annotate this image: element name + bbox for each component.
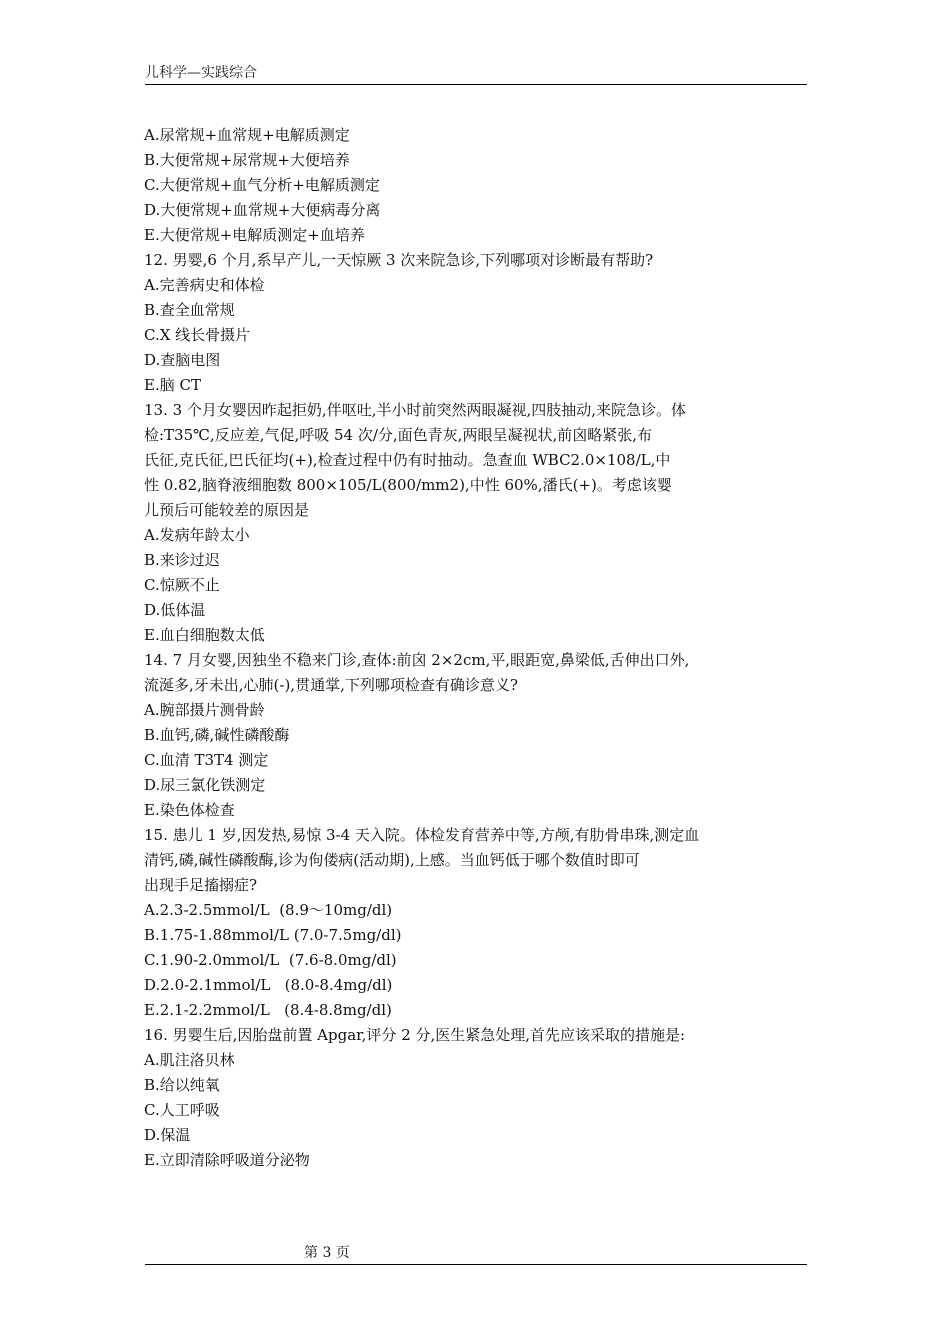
text-line: 15. 患儿 1 岁,因发热,易惊 3-4 天入院。体检发育营养中等,方颅,有肋骨串珠,测定血 xyxy=(144,826,700,844)
footer-rule xyxy=(145,1264,807,1265)
text-line: E.脑 CT xyxy=(144,376,201,394)
header-rule xyxy=(145,84,807,85)
text-line: B.1.75-1.88mmol/L (7.0-7.5mg/dl) xyxy=(144,926,402,944)
text-line: C.大便常规+血气分析+电解质测定 xyxy=(144,176,380,194)
text-line: D.低体温 xyxy=(144,601,206,619)
text-line: C.1.90-2.0mmol/L (7.6-8.0mg/dl) xyxy=(144,951,397,969)
question-content xyxy=(144,123,744,1173)
text-line: B.大便常规+尿常规+大便培养 xyxy=(144,151,350,169)
text-line: 性 0.82,脑脊液细胞数 800×105/L(800/mm2),中性 60%,潘氏(+)。考虑该婴 xyxy=(144,476,672,494)
text-line: E.2.1-2.2mmol/L (8.4-8.8mg/dl) xyxy=(144,1001,392,1019)
text-line: A.肌注洛贝林 xyxy=(144,1051,235,1069)
text-line: A.发病年龄太小 xyxy=(144,526,250,544)
text-line: C.惊厥不止 xyxy=(144,576,220,594)
text-line: C.血清 T3T4 测定 xyxy=(144,751,269,769)
text-line: C.人工呼吸 xyxy=(144,1101,220,1119)
text-line: E.血白细胞数太低 xyxy=(144,626,265,644)
page-number: 第 3 页 xyxy=(304,1245,350,1261)
text-line: A.尿常规+血常规+电解质测定 xyxy=(144,126,350,144)
text-line: 儿预后可能较差的原因是 xyxy=(144,501,310,519)
text-line: 13. 3 个月女婴因昨起拒奶,伴呕吐,半小时前突然两眼凝视,四肢抽动,来院急诊。体 xyxy=(144,401,687,419)
text-line: E.大便常规+电解质测定+血培养 xyxy=(144,226,365,244)
text-line: D.大便常规+血常规+大便病毒分离 xyxy=(144,201,381,219)
text-line: 氏征,克氏征,巴氏征均(+),检查过程中仍有时抽动。急查血 WBC2.0×108/L,中 xyxy=(144,451,671,469)
text-line: D.保温 xyxy=(144,1126,191,1144)
text-line: C.X 线长骨摄片 xyxy=(144,326,251,344)
text-line: B.查全血常规 xyxy=(144,301,235,319)
text-line: D.尿三氯化铁测定 xyxy=(144,776,266,794)
text-line: D.查脑电图 xyxy=(144,351,221,369)
text-line: 14. 7 月女婴,因独坐不稳来门诊,查体:前囟 2×2cm,平,眼距宽,鼻梁低,舌伸出口外, xyxy=(144,651,690,669)
header-title: 儿科学—实践综合 xyxy=(145,65,257,81)
text-line: B.来诊过迟 xyxy=(144,551,220,569)
text-line: 出现手足搐搦症? xyxy=(144,876,258,894)
text-line: E.立即清除呼吸道分泌物 xyxy=(144,1151,310,1169)
text-line: E.染色体检查 xyxy=(144,801,235,819)
text-line: 16. 男婴生后,因胎盘前置 Apgar,评分 2 分,医生紧急处理,首先应该采取的措施是: xyxy=(144,1026,686,1044)
text-line: B.血钙,磷,碱性磷酸酶 xyxy=(144,726,290,744)
text-line: 清钙,磷,碱性磷酸酶,诊为佝偻病(活动期),上感。当血钙低于哪个数值时即可 xyxy=(144,851,640,869)
text-line: D.2.0-2.1mmol/L (8.0-8.4mg/dl) xyxy=(144,976,393,994)
text-line: A.腕部摄片测骨龄 xyxy=(144,701,265,719)
text-line: 12. 男婴,6 个月,系早产儿,一天惊厥 3 次来院急诊,下列哪项对诊断最有帮助? xyxy=(144,251,654,269)
text-line: 流涎多,牙未出,心肺(-),贯通掌,下列哪项检查有确诊意义? xyxy=(144,676,518,694)
text-line: A.2.3-2.5mmol/L (8.9～10mg/dl) xyxy=(144,901,393,919)
text-line: A.完善病史和体检 xyxy=(144,276,265,294)
text-line: B.给以纯氧 xyxy=(144,1076,220,1094)
text-line: 检:T35℃,反应差,气促,呼吸 54 次/分,面色青灰,两眼呈凝视状,前囟略紧张,布 xyxy=(144,426,652,444)
